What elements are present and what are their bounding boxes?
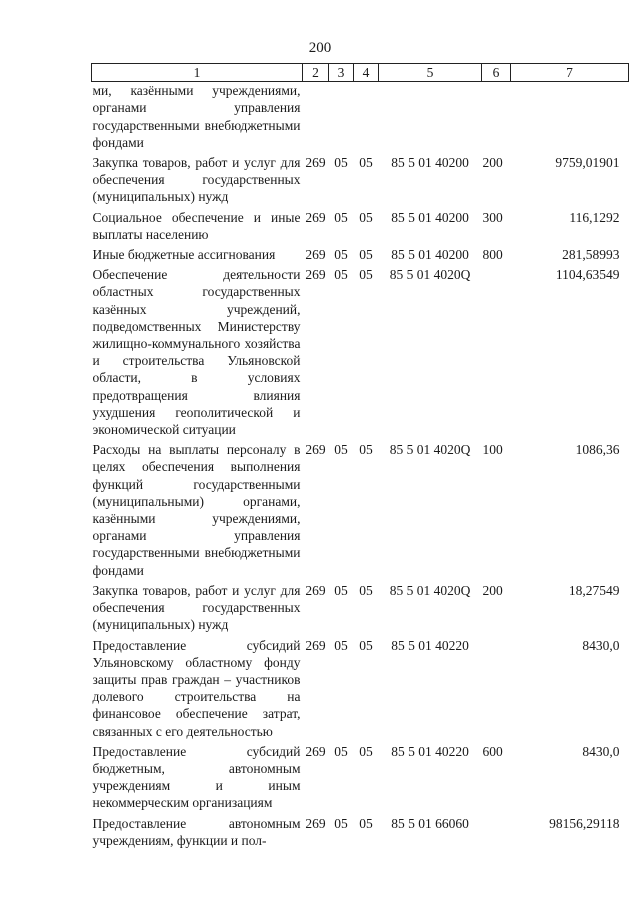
row-expense-type: [482, 637, 511, 740]
row-expense-type: 200: [482, 155, 503, 171]
row-name: Предоставление субсидий Ульяновскому областному фонду защиты прав граждан – участников долевого строительства на финансовое обеспечение затрат, связанных с его деятельностью: [92, 637, 301, 739]
row-target-article: 85 5 01 4020Q: [389, 267, 471, 283]
row-amount: [511, 82, 629, 151]
row-subsection-code: 05: [359, 247, 373, 263]
row-section-code: 05: [334, 582, 348, 598]
row-expense-type: 100: [482, 442, 503, 458]
table-body: [92, 82, 629, 849]
table-row: [92, 582, 629, 634]
row-name: Предоставление автономным учреждениям, функции и пол-: [92, 815, 301, 848]
row-expense-type: [482, 815, 511, 849]
row-target-article: 85 5 01 40220: [391, 743, 469, 759]
row-ministry-code: 269: [305, 267, 326, 283]
header-col-7: 7: [511, 64, 629, 82]
row-subsection-code: 05: [359, 582, 373, 598]
row-amount: 98156,29118: [549, 815, 620, 831]
row-subsection-code: 05: [359, 637, 373, 653]
page-number: 200: [308, 40, 332, 56]
row-section-code: 05: [334, 815, 348, 831]
row-name: Закупка товаров, работ и услуг для обеспечения государственных (муниципальных) нужд: [92, 582, 301, 633]
table-row: [92, 154, 629, 206]
row-section-code: [329, 82, 354, 151]
row-amount: 1104,63549: [555, 267, 620, 283]
row-amount: 281,58993: [562, 247, 620, 263]
row-ministry-code: [303, 82, 329, 151]
row-expense-type: 300: [482, 209, 503, 225]
table-row: [92, 82, 629, 151]
row-subsection-code: 05: [359, 155, 373, 171]
header-col-3: 3: [329, 64, 354, 82]
row-target-article: [379, 82, 482, 151]
row-name: Закупка товаров, работ и услуг для обеспечения государственных (муниципальных) нужд: [92, 155, 301, 205]
row-ministry-code: 269: [305, 155, 326, 171]
header-col-5: 5: [379, 64, 482, 82]
row-expense-type: 200: [482, 582, 503, 598]
row-target-article: 85 5 01 40200: [391, 155, 469, 171]
row-section-code: 05: [334, 155, 348, 171]
row-ministry-code: 269: [305, 815, 326, 831]
header-col-4: 4: [354, 64, 379, 82]
row-ministry-code: 269: [305, 582, 326, 598]
row-section-code: 05: [334, 267, 348, 283]
row-ministry-code: 269: [305, 247, 326, 263]
row-name: Социальное обеспечение и иные выплаты населению: [92, 209, 301, 242]
row-section-code: 05: [334, 442, 348, 458]
row-subsection-code: 05: [359, 442, 373, 458]
row-amount: 9759,01901: [555, 155, 620, 171]
table-row: [92, 246, 629, 263]
row-expense-type: [482, 266, 511, 438]
row-section-code: 05: [334, 209, 348, 225]
row-section-code: 05: [334, 743, 348, 759]
header-col-6: 6: [482, 64, 511, 82]
header-col-1: 1: [92, 64, 303, 82]
table-row: [92, 743, 629, 812]
row-expense-type: 600: [482, 743, 503, 759]
row-amount: 18,27549: [568, 582, 620, 598]
table-row: [92, 209, 629, 243]
row-expense-type: 800: [482, 247, 503, 263]
row-target-article: 85 5 01 40200: [391, 247, 469, 263]
row-subsection-code: 05: [359, 267, 373, 283]
row-section-code: 05: [334, 637, 348, 653]
row-name: Иные бюджетные ассигнования: [92, 247, 276, 263]
table-row: [92, 637, 629, 740]
row-subsection-code: [354, 82, 379, 151]
row-target-article: 85 5 01 40200: [391, 209, 469, 225]
row-subsection-code: 05: [359, 743, 373, 759]
row-subsection-code: 05: [359, 815, 373, 831]
table-row: [92, 441, 629, 579]
budget-table: [91, 63, 629, 849]
row-name: Предоставление субсидий бюджетным, автономным учреждениям и иным некоммерческим организациям: [92, 743, 301, 811]
row-name: Расходы на выплаты персоналу в целях обеспечения выполнения функций государственными (муниципальными) органами, казёнными учреждениями, органами управления государственными внебюджетными фондами: [92, 442, 301, 578]
row-name: ми, казёнными учреждениями, органами управления государственными внебюджетными фондами: [92, 83, 301, 150]
table-row: [92, 815, 629, 849]
row-target-article: 85 5 01 4020Q: [389, 582, 471, 598]
row-amount: 8430,0: [582, 743, 620, 759]
row-amount: 8430,0: [582, 637, 620, 653]
row-ministry-code: 269: [305, 743, 326, 759]
row-amount: 116,1292: [569, 209, 620, 225]
table-row: [92, 266, 629, 438]
header-col-2: 2: [303, 64, 329, 82]
row-section-code: 05: [334, 247, 348, 263]
row-ministry-code: 269: [305, 442, 326, 458]
row-name: Обеспечение деятельности областных государственных казённых учреждений, подведомственных Министерству жилищно-коммунального хозяйства и строительства Ульяновской области, в условиях предотвращения влияния ухудшения геополитической и экономической ситуации: [92, 267, 301, 438]
header-row: [92, 64, 629, 82]
row-ministry-code: 269: [305, 637, 326, 653]
row-target-article: 85 5 01 4020Q: [389, 442, 471, 458]
row-ministry-code: 269: [305, 209, 326, 225]
row-target-article: 85 5 01 40220: [391, 637, 469, 653]
row-amount: 1086,36: [575, 442, 620, 458]
row-subsection-code: 05: [359, 209, 373, 225]
row-target-article: 85 5 01 66060: [391, 815, 469, 831]
row-expense-type: [482, 82, 511, 151]
